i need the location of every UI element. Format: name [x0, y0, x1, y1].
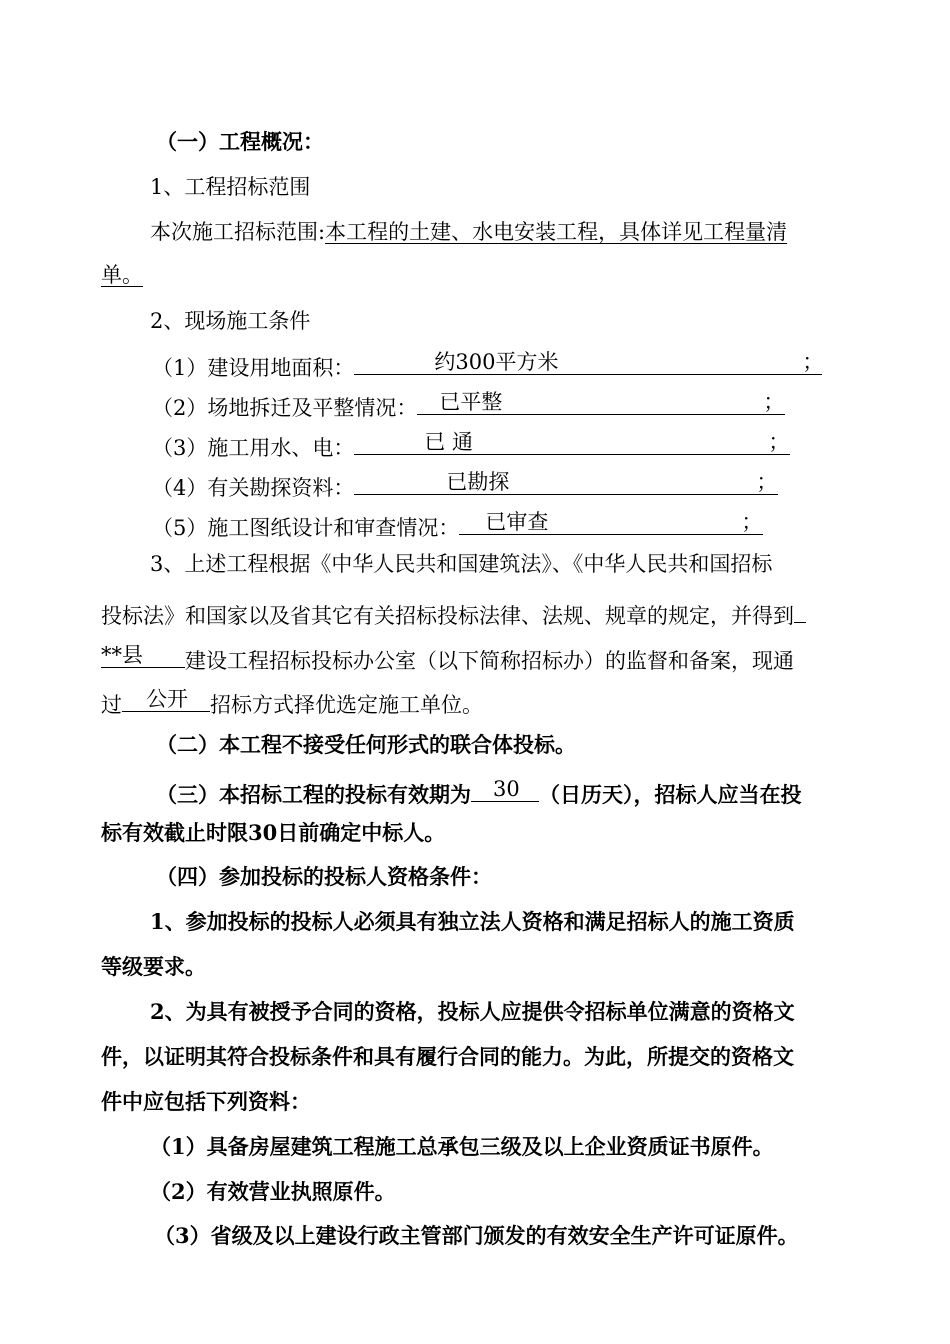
- condition-blank: [459, 508, 763, 535]
- section4-item2-line1: 2、为具有被授予合同的资格，投标人应提供令招标单位满意的资格文: [150, 999, 795, 1024]
- condition-value: 已 通: [424, 430, 474, 454]
- days-blank: [471, 775, 539, 802]
- section4-item2-line3: 件中应包括下列资料：: [101, 1089, 311, 1114]
- item3-line2-text: 投标法》和国家以及省其它有关招标投标法律、法规、规章的规定，并得到: [101, 604, 794, 628]
- days-value: 30: [493, 777, 520, 801]
- doc-item-1: （1）具备房屋建筑工程施工总承包三级及以上企业资质证书原件。: [150, 1134, 774, 1159]
- doc-item-3: （3）省级及以上建设行政主管部门颁发的有效安全生产许可证原件。: [154, 1223, 799, 1248]
- condition-label: （5）施工图纸设计和审查情况：: [152, 516, 460, 540]
- scope-prefix: 本次施工招标范围:: [150, 220, 326, 244]
- item3-line4-prefix: 过: [101, 693, 122, 717]
- condition-label: （1）建设用地面积：: [152, 356, 355, 380]
- scope-line1: [150, 218, 787, 246]
- county-value: **县: [101, 643, 143, 667]
- item3-line2: [101, 596, 806, 630]
- condition-blank: [354, 348, 822, 375]
- condition-end: ；: [741, 510, 763, 534]
- condition-label: （2）场地拆迁及平整情况：: [152, 396, 418, 420]
- section3-prefix: （三）本招标工程的投标有效期为: [156, 782, 471, 807]
- doc-item-2: （2）有效营业执照原件。: [150, 1179, 396, 1204]
- condition-3: [152, 428, 790, 462]
- condition-label: （4）有关勘探资料：: [152, 476, 355, 500]
- item3-blank: [794, 596, 806, 623]
- section2-heading: （二）本工程不接受任何形式的联合体投标。: [156, 732, 576, 757]
- condition-5: [152, 508, 763, 542]
- item3-line4-text: 招标方式择优选定施工单位。: [210, 693, 483, 717]
- condition-4: [152, 468, 778, 502]
- condition-blank: [354, 428, 790, 455]
- item3-line4: [101, 685, 483, 719]
- section4-item2-line2: 件，以证明其符合投标条件和具有履行合同的能力。为此，所提交的资格文: [101, 1044, 794, 1069]
- method-value: 公开: [146, 687, 188, 711]
- condition-end: ；: [802, 350, 824, 374]
- scope-text-end: 单。: [101, 263, 143, 287]
- section4-item1-line1: 1、参加投标的投标人必须具有独立法人资格和满足招标人的施工资质: [150, 909, 795, 934]
- condition-label: （3）施工用水、电：: [152, 436, 355, 460]
- condition-end: ；: [756, 470, 778, 494]
- item3-line1: 3、上述工程根据《中华人民共和国建筑法》、《中华人民共和国招标: [150, 552, 773, 576]
- condition-end: ；: [763, 390, 785, 414]
- section3-line1: [156, 775, 802, 809]
- item3-line3-text: 建设工程招标投标办公室（以下简称招标办）的监督和备案，现通: [185, 649, 794, 673]
- section4-heading: （四）参加投标的投标人资格条件：: [156, 864, 492, 889]
- scope-text: 本工程的土建、水电安装工程，具体详见工程量清: [325, 220, 788, 244]
- section4-item1-line2: 等级要求。: [101, 954, 206, 979]
- item3-line3: [101, 641, 794, 675]
- condition-value: 已勘探: [446, 470, 510, 494]
- condition-blank: [417, 388, 785, 415]
- item2-title: 2、现场施工条件: [150, 309, 311, 333]
- item1-title: 1、工程招标范围: [150, 175, 311, 199]
- method-blank: [122, 685, 210, 712]
- scope-line2: [101, 261, 179, 289]
- condition-blank: [354, 468, 778, 495]
- condition-end: ；: [768, 430, 790, 454]
- condition-2: [152, 388, 785, 422]
- condition-value: 已平整: [439, 390, 503, 414]
- section3-line2: 标有效截止时限30日前确定中标人。: [101, 820, 446, 845]
- condition-value: 约300平方米: [434, 350, 559, 374]
- section1-heading: （一）工程概况：: [156, 129, 324, 154]
- condition-value: 已审查: [485, 510, 549, 534]
- section3-suffix: （日历天），招标人应当在投: [539, 782, 802, 807]
- condition-1: [152, 348, 822, 382]
- county-blank: [101, 641, 185, 668]
